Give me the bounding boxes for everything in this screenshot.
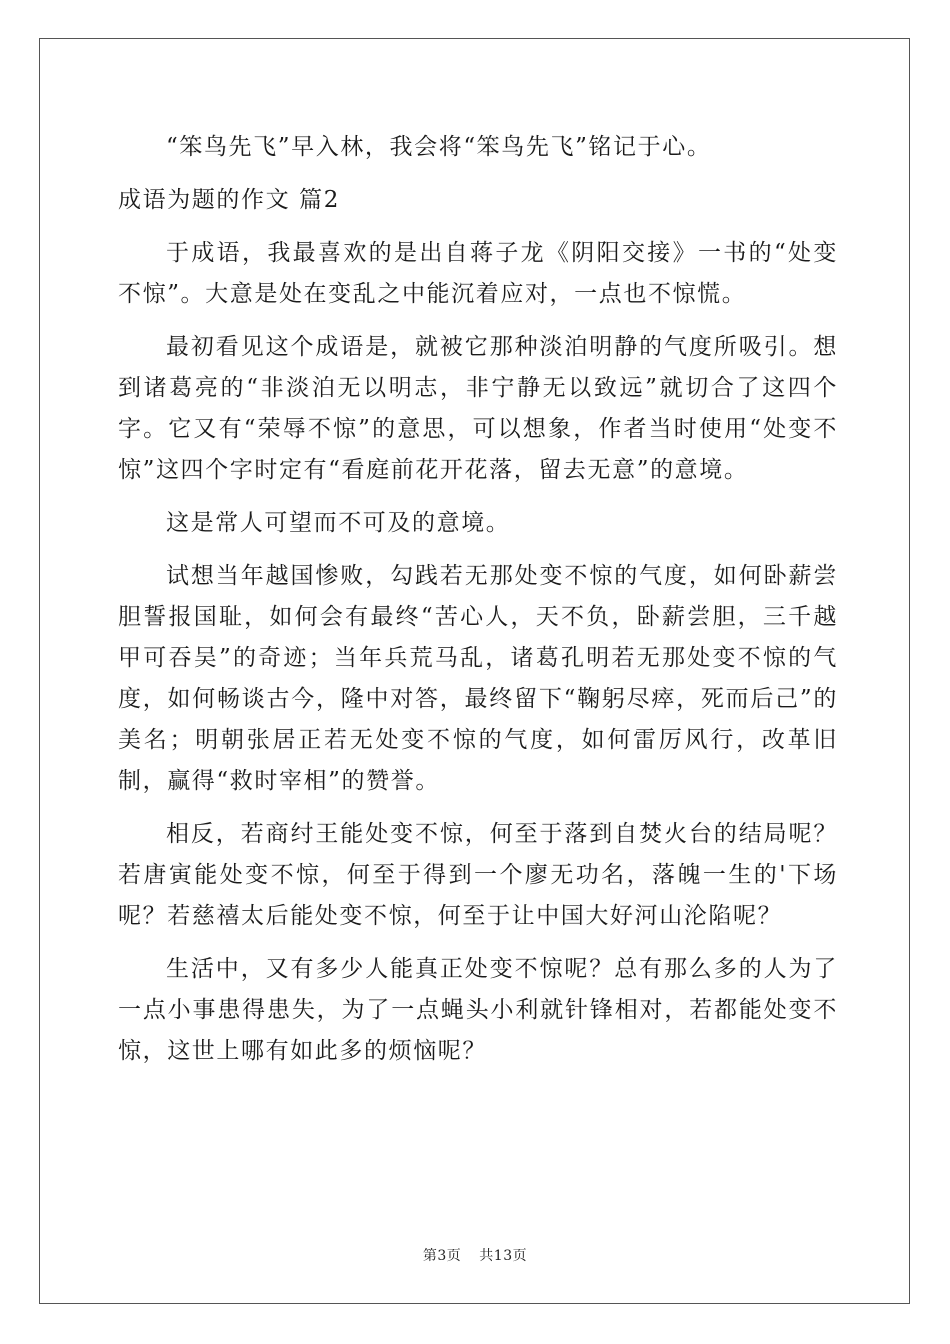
paragraph-closing-previous: “笨鸟先飞”早入林，我会将“笨鸟先飞”铭记于心。	[166, 134, 712, 160]
document-body	[118, 127, 838, 1072]
paragraph-6: 生活中，又有多少人能真正处变不惊呢？总有那么多的人为了一点小事患得患失，为了一点蝇头小利就针锋相对，若都能处变不惊，这世上哪有如此多的烦恼呢？	[118, 956, 838, 1064]
paragraph-4: 试想当年越国惨败，勾践若无那处变不惊的气度，如何卧薪尝胆誓报国耻，如何会有最终“苦心人，天不负，卧薪尝胆，三千越甲可吞吴”的奇迹；当年兵荒马乱，诸葛孔明若无那处变不惊的气度，如何畅谈古今，隆中对答，最终留下“鞠躬尽瘁，死而后己”的美名；明朝张居正若无处变不惊的气度，如何雷厉风行，改革旧制，赢得“救时宰相”的赞誉。	[118, 563, 838, 794]
page-footer	[0, 1245, 950, 1265]
paragraph-5: 相反，若商纣王能处变不惊，何至于落到自焚火台的结局呢？若唐寅能处变不惊，何至于得到一个廖无功名，落魄一生的'下场呢？若慈禧太后能处变不惊，何至于让中国大好河山沦陷呢？	[118, 821, 838, 929]
page-number: 第3页	[422, 1248, 462, 1264]
paragraph-3: 这是常人可望而不可及的意境。	[166, 510, 511, 536]
section-heading: 成语为题的作文 篇2	[118, 187, 340, 213]
paragraph-2: 最初看见这个成语是，就被它那种淡泊明静的气度所吸引。想到诸葛亮的“非淡泊无以明志，非宁静无以致远”就切合了这四个字。它又有“荣辱不惊”的意思，可以想象，作者当时使用“处变不惊”这四个字时定有“看庭前花开花落，留去无意”的意境。	[118, 334, 838, 483]
paragraph-1: 于成语，我最喜欢的是出自蒋子龙《阴阳交接》一书的“处变不惊”。大意是处在变乱之中能沉着应对，一点也不惊慌。	[118, 240, 838, 307]
page-total: 共13页	[479, 1248, 528, 1264]
